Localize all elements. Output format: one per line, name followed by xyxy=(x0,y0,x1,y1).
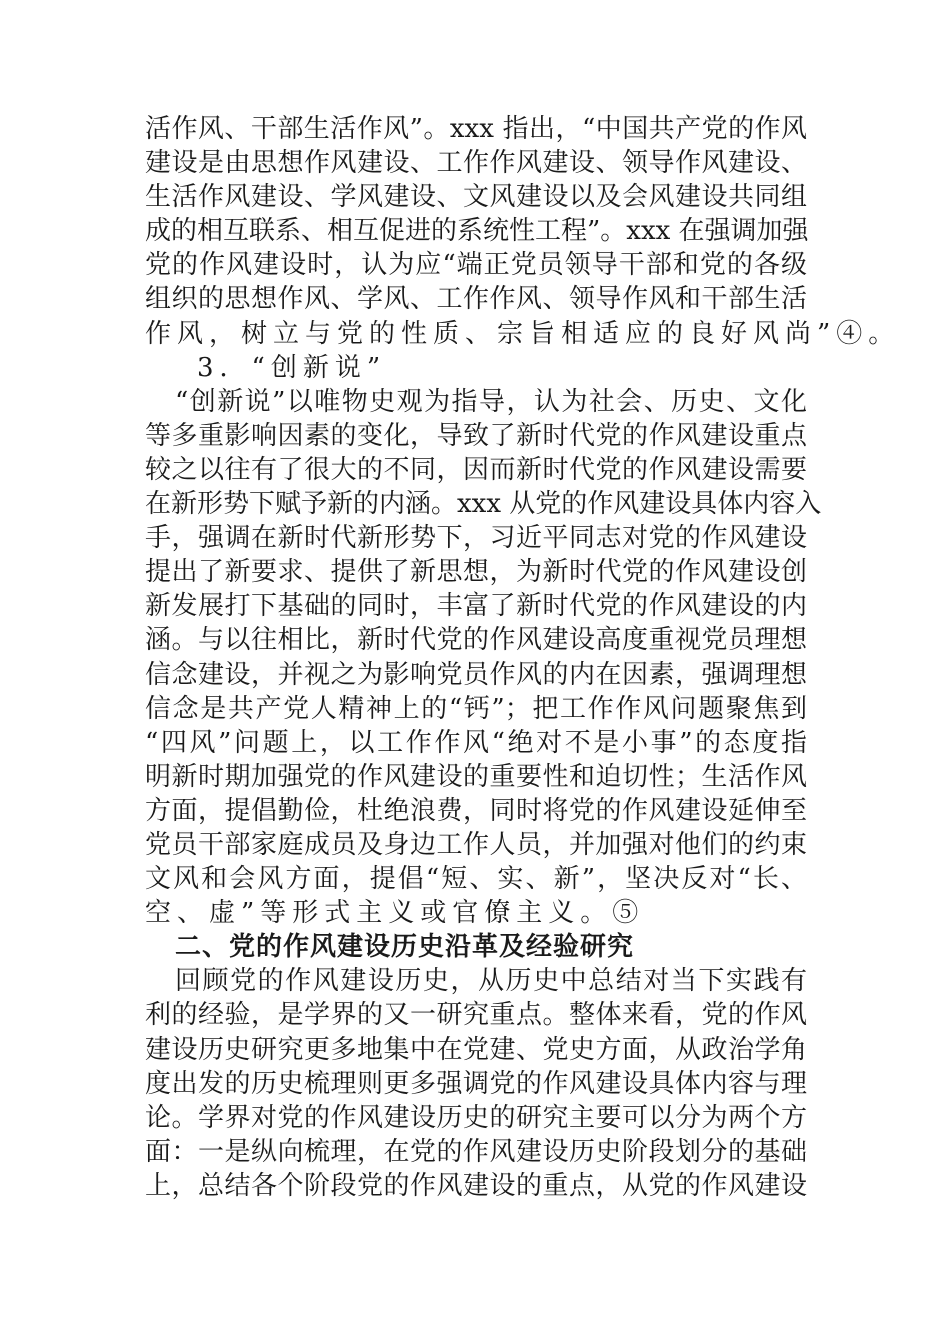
text-line: 建设历史研究更多地集中在党建、党史方面，从政治学角 xyxy=(145,1034,807,1065)
text-line: 空、虚”等形式主义或官僚主义。⑤ xyxy=(145,898,645,929)
text-line: 上，总结各个阶段党的作风建设的重点，从党的作风建设 xyxy=(145,1170,807,1201)
text-line: 较之以往有了很大的不同，因而新时代党的作风建设需要 xyxy=(145,454,807,485)
text-line: 论。学界对党的作风建设历史的研究主要可以分为两个方 xyxy=(145,1102,807,1133)
section-heading: 二、党的作风建设历史沿革及经验研究 xyxy=(175,932,635,963)
text-line: 手，强调在新时代新形势下，习近平同志对党的作风建设 xyxy=(145,523,807,554)
text-line: 信念是共产党人精神上的“钙”；把工作作风问题聚焦到 xyxy=(145,693,807,724)
text-line: 建设是由思想作风建设、工作作风建设、领导作风建设、 xyxy=(145,148,807,179)
text-line: 在新形势下赋予新的内涵。xxx 从党的作风建设具体内容入 xyxy=(145,489,822,520)
paragraph-history-research xyxy=(145,964,807,1203)
text-line: 文风和会风方面，提倡“短、实、新”，坚决反对“长、 xyxy=(145,864,807,895)
text-line: 面：一是纵向梳理，在党的作风建设历史阶段划分的基础 xyxy=(145,1136,807,1167)
text-line: 回顾党的作风建设历史，从历史中总结对当下实践有 xyxy=(175,966,807,997)
text-line: 方面，提倡勤俭，杜绝浪费，同时将党的作风建设延伸至 xyxy=(145,795,807,826)
text-line: 活作风、干部生活作风”。xxx 指出，“中国共产党的作风 xyxy=(145,114,807,144)
text-line: 生活作风建设、学风建设、文风建设以及会风建设共同组 xyxy=(145,182,807,213)
text-line: 等多重影响因素的变化，导致了新时代党的作风建设重点 xyxy=(145,420,807,451)
text-line: 党的作风建设时，认为应“端正党员领导干部和党的各级 xyxy=(145,250,807,281)
text-line: 成的相互联系、相互促进的系统性工程”。xxx 在强调加强 xyxy=(145,216,809,247)
text-line: 涵。与以往相比，新时代党的作风建设高度重视党员理想 xyxy=(145,625,807,656)
section-subheading: 3．“创新说” xyxy=(197,352,387,383)
text-line: 利的经验，是学界的又一研究重点。整体来看，党的作风 xyxy=(145,1000,807,1031)
text-line: 新发展打下基础的同时，丰富了新时代党的作风建设的内 xyxy=(145,591,807,622)
text-line: 作风，树立与党的性质、宗旨相适应的良好风尚”④。 xyxy=(145,318,901,349)
text-line: 提出了新要求、提供了新思想，为新时代党的作风建设创 xyxy=(145,557,807,588)
text-line: “四风”问题上，以工作作风“绝对不是小事”的态度指 xyxy=(145,727,807,758)
text-line: 党员干部家庭成员及身边工作人员，并加强对他们的约束 xyxy=(145,829,807,860)
text-line: 度出发的历史梳理则更多强调党的作风建设具体内容与理 xyxy=(145,1068,807,1099)
text-line: 明新时期加强党的作风建设的重要性和迫切性；生活作风 xyxy=(145,761,807,792)
document-page xyxy=(145,112,901,1203)
text-line: 信念建设，并视之为影响党员作风的内在因素，强调理想 xyxy=(145,659,807,690)
paragraph-continued xyxy=(145,112,901,351)
paragraph-innovation-theory xyxy=(145,385,822,931)
text-line: 组织的思想作风、学风、工作作风、领导作风和干部生活 xyxy=(145,284,807,315)
text-line: “创新说”以唯物史观为指导，认为社会、历史、文化 xyxy=(175,386,807,417)
